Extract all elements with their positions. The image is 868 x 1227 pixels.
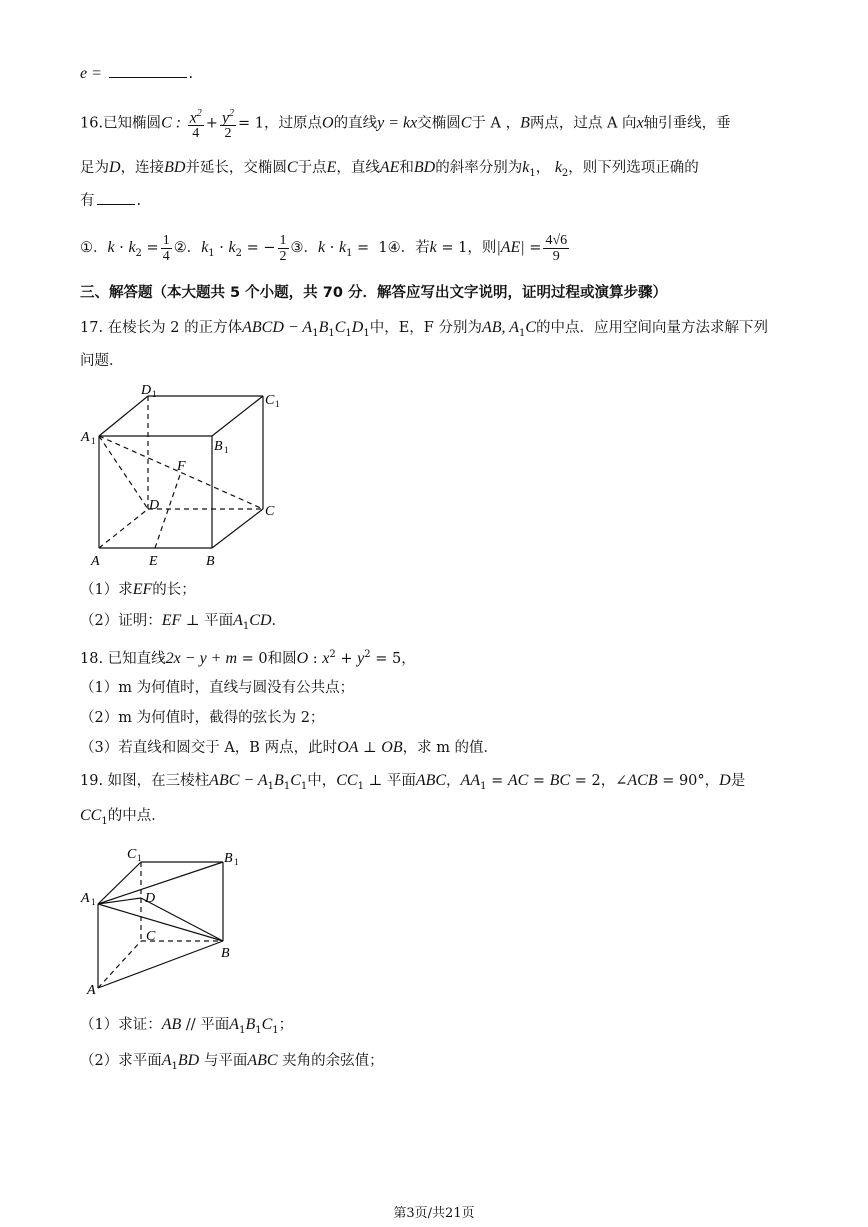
text: 轴引垂线，垂 [643,115,731,132]
svg-text:A: A [91,554,100,569]
text: 两点，过点 A 向 [529,115,637,132]
cube-figure [75,378,295,573]
q16-number: 16. [80,115,104,132]
svg-text:B: B [206,554,215,569]
text: 已知椭圆 [103,115,162,132]
svg-text:D: D [145,891,156,906]
text: ，连接 [120,160,165,176]
svg-text:A: A [87,983,96,998]
text: 交椭圆 [417,115,461,132]
q19-part1: （1）求证：AB // 平面$A_1B_1C_1$； [80,1016,294,1036]
svg-text:1: 1 [234,857,239,867]
text: ， [446,773,461,789]
edge-a1b1 [98,862,223,904]
edge-ab [98,941,223,988]
edge-a1c1 [98,862,141,904]
text: （3）若直线和圆交于 A，B 两点，此时 [80,740,338,756]
section-heading: 三、解答题（本大题共 5 个小题，共 70 分．解答应写出文字说明，证明过程或演算步骤） [80,285,667,301]
svg-text:E: E [149,554,158,569]
q19-part2: （2）求平面$A_1BD$ 与平面ABC 夹角的余弦值； [80,1052,384,1072]
text: 平面 [204,613,234,629]
answer-blank [97,190,135,205]
line-a1d [98,898,141,904]
var-e: e = [80,65,102,82]
text: 18. 已知直线 [80,650,166,667]
text: 的直线 [333,115,378,132]
text: 的长； [152,582,196,598]
q17-part2: （2）证明：EF ⊥ 平面$A_1CD$． [80,612,287,632]
period: . [188,66,194,82]
line-a1d [99,436,148,509]
option-3: ③． [290,240,319,256]
q17-line1: 17. 在棱长为 2 的正方体ABCD − $A_1B_1C_1D_1$中，E，F 分别为AB, $A_1C$的中点．应用空间向量方法求解下列 [80,319,769,339]
frac-x2-over-4: $\frac{x^2}{4}$ [189,108,202,142]
svg-text:B: B [224,851,233,866]
edge-bc [212,509,263,548]
text: ，过原点 [264,115,323,132]
text: ，则 [467,240,497,256]
q18-line1: 18. 已知直线2x − y + m = 0和圆O : $x^2 + y^2 = 5$， [80,649,416,667]
text: 并延长，交椭圆 [185,160,287,176]
svg-text:D: D [141,383,152,398]
text: 17. 在棱长为 2 的正方体 [80,320,243,336]
text: ， [401,650,416,667]
svg-text:1: 1 [91,897,96,907]
answer-blank [109,63,187,78]
ellipse-name: C : [161,114,182,132]
q17-part1: （1）求EF的长； [80,581,196,598]
text: ， [600,773,616,789]
q16-options: ①．$k \cdot k_2$ = $\frac{1}{4}$ ②．$k_1 \cdot k_2$ = − $\frac{1}{2}$ ③．$k \cdot k_1$ = 1④．若k = 1，则|AE| = $\frac{4√6}{9}$ [80,232,568,264]
text: 于 A ， [471,115,521,132]
q16-line3 [80,190,141,211]
svg-text:1: 1 [91,436,96,446]
text: 中， [307,773,337,789]
text: 平面 [386,773,416,789]
q18-part1: （1）m 为何值时，直线与圆没有公共点； [80,680,355,696]
option-4: ④．若 [387,240,430,256]
option-1: ①． [80,240,108,256]
q17-line2: 问题． [80,353,124,369]
text: 有 [80,193,95,209]
q19-line2: $CC_1$的中点． [80,807,166,827]
prism-figure [75,840,255,1000]
text: ，直线 [336,160,380,176]
svg-text:C: C [127,847,137,862]
svg-text:1: 1 [275,399,280,409]
svg-text:B: B [221,946,230,961]
text: 的中点．应用空间向量方法求解下列 [536,320,769,336]
text: 中，E，F 分别为 [369,320,482,336]
q15-tail [80,63,193,84]
frac-y2-over-2: $\frac{y^2}{2}$ [221,108,235,142]
text: （2）证明： [80,613,162,629]
text: 的斜率分别为 [435,160,523,176]
q16-line1: 16.已知椭圆C : $\frac{x^2}{4}$ + $\frac{y^2}{2}$ = 1，过原点O的直线y = kx交椭圆C于 A ，B两点，过点 A 向x轴引垂线，垂 [80,108,731,142]
q18-part2: （2）m 为何值时，截得的弦长为 2； [80,710,325,726]
svg-text:1: 1 [224,445,229,455]
text: 19. 如图，在三棱柱 [80,773,210,789]
text: 和圆 [267,650,297,667]
edge-ac [98,941,141,988]
text: 足为 [80,160,109,176]
svg-text:B: B [214,439,223,454]
text: 是 [730,773,746,789]
text: （2）求平面 [80,1053,162,1069]
text: ，求 m 的值． [402,740,499,756]
edge-ad [99,509,148,548]
svg-text:F: F [177,459,186,474]
svg-text:1: 1 [137,853,142,863]
svg-text:A: A [81,891,90,906]
text: ． [271,613,287,629]
svg-text:A: A [81,430,90,445]
text: ； [278,1017,294,1033]
svg-text:C: C [265,504,275,519]
q19-line1: 19. 如图，在三棱柱ABC − $A_1B_1C_1$中，$CC_1$ ⊥ 平面ABC，$AA_1$ = AC = BC = 2，∠ACB = 90°，D是 [80,772,746,792]
option-2: ②． [173,240,202,256]
text: 平面 [200,1017,230,1033]
text: ， [704,773,720,789]
text: 和 [399,160,414,176]
svg-text:C: C [265,393,275,408]
text: 于点 [297,160,327,176]
svg-text:C: C [146,929,156,944]
page-footer: 第3页/共21页 [393,1206,475,1221]
text: （1）求 [80,582,133,598]
q16-line2: 足为D，连接BD并延长，交椭圆C于点E，直线AE和BD的斜率分别为$k_1$， $k_2$，则下列选项正确的 [80,159,699,179]
q18-part3: （3）若直线和圆交于 A，B 两点，此时OA ⊥ OB，求 m 的值． [80,739,499,756]
text: 夹角的余弦值； [282,1053,384,1069]
text: 与平面 [203,1053,248,1069]
text: （1）求证： [80,1017,162,1033]
text: ，则下列选项正确的 [568,160,699,176]
period: . [136,193,142,209]
line-a1b [98,904,223,941]
text: 的中点． [107,808,166,824]
edge-b1c1 [212,396,263,436]
svg-text:D: D [149,498,160,513]
edge-a1d1 [99,396,148,436]
svg-text:1: 1 [152,389,157,399]
